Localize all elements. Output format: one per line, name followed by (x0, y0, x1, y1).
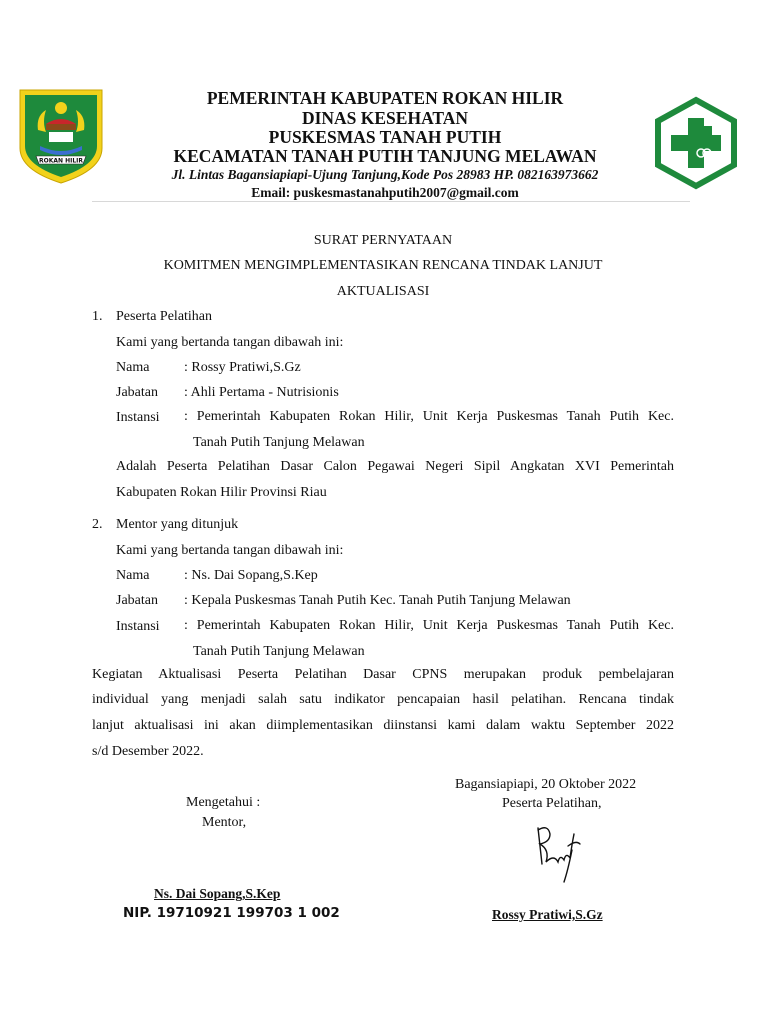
header-email: Email: puskesmastanahputih2007@gmail.com (251, 185, 519, 200)
section2-nama-label: Nama (116, 568, 150, 583)
left-logo-text: ROKAN HILIR (38, 157, 84, 165)
section2-instansi-value-cont: Tanah Putih Tanjung Melawan (193, 644, 365, 659)
section1-heading: Peserta Pelatihan (116, 309, 213, 324)
header-dept-name: DINAS KESEHATAN (301, 108, 469, 128)
peserta-signature (528, 820, 588, 886)
section1-jabatan-value: : Ahli Pertama - Nutrisionis (184, 385, 339, 400)
section2-nama-value: : Ns. Dai Sopang,S.Kep (184, 568, 318, 583)
header-puskesmas-name: PUSKESMAS TANAH PUTIH (268, 127, 502, 147)
section2-jabatan-label: Jabatan (116, 593, 158, 608)
closing-line-2: individual yang menjadi salah satu indikator pencapaian hasil pelatihan. Rencana tindak (92, 692, 674, 707)
section1-nama-value: : Rossy Pratiwi,S.Gz (184, 360, 301, 375)
section1-instansi-value-cont: Tanah Putih Tanjung Melawan (193, 435, 365, 450)
section1-nama-label: Nama (116, 360, 150, 375)
section2-number: 2. (92, 517, 103, 532)
closing-line-1: Kegiatan Aktualisasi Peserta Pelatihan Dasar CPNS merupakan produk pembelajaran (92, 667, 674, 682)
place-date: Bagansiapiapi, 20 Oktober 2022 (455, 777, 637, 792)
peserta-name: Rossy Pratiwi,S.Gz (492, 907, 603, 922)
header-district-name: KECAMATAN TANAH PUTIH TANJUNG MELAWAN (173, 146, 597, 166)
section1-description-cont: Kabupaten Rokan Hilir Provinsi Riau (116, 485, 327, 500)
header-address: Jl. Lintas Bagansiapiapi-Ujung Tanjung,Kode Pos 28983 HP. 082163973662 (171, 167, 599, 182)
closing-line-3: lanjut aktualisasi ini akan diimplementasikan diinstansi kami dalam waktu September 2022 (92, 718, 674, 733)
section2-intro: Kami yang bertanda tangan dibawah ini: (116, 543, 344, 558)
peserta-role: Peserta Pelatihan, (502, 796, 602, 811)
section2-jabatan-value: : Kepala Puskesmas Tanah Putih Kec. Tanah Putih Tanjung Melawan (184, 593, 571, 608)
mentor-name: Ns. Dai Sopang,S.Kep (154, 886, 281, 901)
section2-instansi-label: Instansi (116, 619, 160, 634)
mengetahui-label: Mengetahui : (186, 795, 261, 810)
section1-instansi-label: Instansi (116, 410, 160, 425)
section1-instansi-value: : Pemerintah Kabupaten Rokan Hilir, Unit Kerja Puskesmas Tanah Putih Kec. (184, 409, 674, 424)
section1-intro: Kami yang bertanda tangan dibawah ini: (116, 335, 344, 350)
header-gov-name: PEMERINTAH KABUPATEN ROKAN HILIR (206, 88, 564, 108)
rokan-hilir-emblem-logo (16, 86, 106, 186)
closing-line-4: s/d Desember 2022. (92, 744, 204, 759)
section2-heading: Mentor yang ditunjuk (116, 517, 239, 532)
mentor-role: Mentor, (202, 815, 247, 830)
doc-subtitle-line2: AKTUALISASI (336, 284, 430, 299)
section1-number: 1. (92, 309, 103, 324)
doc-subtitle-line1: KOMITMEN MENGIMPLEMENTASIKAN RENCANA TINDAK LANJUT (163, 258, 603, 273)
doc-title: SURAT PERNYATAAN (313, 233, 453, 248)
section2-instansi-value: : Pemerintah Kabupaten Rokan Hilir, Unit Kerja Puskesmas Tanah Putih Kec. (184, 618, 674, 633)
header-divider (92, 201, 690, 202)
section1-jabatan-label: Jabatan (116, 385, 158, 400)
section1-description: Adalah Peserta Pelatihan Dasar Calon Pegawai Negeri Sipil Angkatan XVI Pemerintah (116, 459, 674, 474)
mentor-nip: NIP. 19710921 199703 1 002 (123, 905, 340, 921)
